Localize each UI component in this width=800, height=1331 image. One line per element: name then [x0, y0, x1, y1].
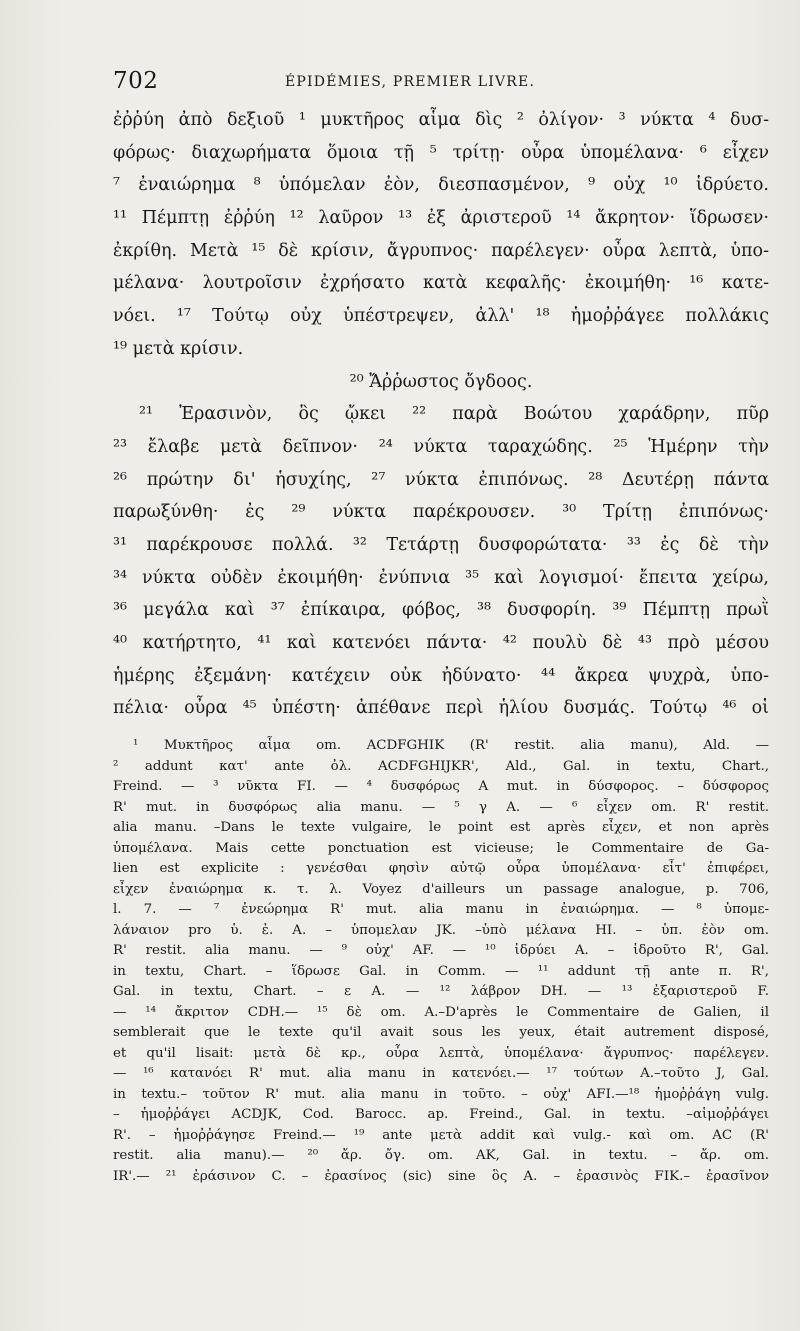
text-line: ¹⁹ μετὰ κρίσιν.: [113, 338, 244, 359]
footnote-line: IR'.— ²¹ ἐράσινον C. – ἐρασίνος (sic) sine ὃς A. – ἐρασινὸς FIK.– ἐρασῖνον: [113, 1168, 769, 1184]
footnote-line: semblerait que le texte qu'il avait sous les yeux, était autrement disposé,: [113, 1025, 769, 1040]
text-line: ²¹ Ἐρασινὸν, ὃς ᾤκει ²² παρὰ Βοώτου χαράδρην, πῦρ: [139, 404, 769, 425]
text-line: φόρως· διαχωρήματα ὅμοια τῇ ⁵ τρίτῃ· οὖρα ὑπομέλανα· ⁶ εἶχεν: [113, 142, 769, 163]
text-line: νόει. ¹⁷ Τούτῳ οὐχ ὑπέστρεψεν, ἀλλ' ¹⁸ ἡμοῤῥάγεε πολλάκις: [113, 306, 769, 327]
footnote-line: in textu, Chart. – ἵδρωσε Gal. in Comm. — ¹¹ addunt τῇ ante π. R',: [113, 963, 769, 979]
footnote-line: in textu.– τοῦτον R' mut. alia manu in τοῦτο. – οὐχ' AFI.—¹⁸ ἡμοῤῥάγη vulg.: [113, 1086, 769, 1102]
text-line: ²³ ἔλαβε μετὰ δεῖπνον· ²⁴ νύκτα ταραχώδης. ²⁵ Ἡμέρην τὴν: [113, 436, 769, 457]
text-line: πέλια· οὖρα ⁴⁵ ὑπέστη· ἀπέθανε περὶ ἡλίου δυσμάς. Τούτῳ ⁴⁶ οἱ: [113, 698, 769, 719]
footnote-line: R'. – ἡμοῤῥάγησε Freind.— ¹⁹ ante μετὰ addit καὶ vulg.- καὶ om. AC (R': [113, 1127, 769, 1143]
footnote-line: alia manu. –Dans le texte vulgaire, le point est après εἶχεν, et non après: [113, 820, 769, 835]
footnote-line: R' mut. in δυσφόρως alia manu. — ⁵ γ A. — ⁶ εἶχεν om. R' restit.: [113, 799, 769, 815]
text-line: ³⁶ μεγάλα καὶ ³⁷ ἐπίκαιρα, φόβος, ³⁸ δυσφορίη. ³⁹ Πέμπτῃ πρωῒ: [113, 600, 769, 621]
text-line: ³¹ παρέκρουσε πολλά. ³² Τετάρτῃ δυσφορώτατα· ³³ ἐς δὲ τὴν: [113, 534, 769, 555]
page-number: 702: [113, 68, 159, 94]
text-line: ¹¹ Πέμπτῃ ἐῤῥύη ¹² λαῦρον ¹³ ἐξ ἀριστεροῦ ¹⁴ ἄκρητον· ἵδρωσεν·: [113, 208, 769, 229]
footnote-line: ὑπομέλανα. Mais cette ponctuation est vicieuse; le Commentaire de Ga-: [113, 840, 769, 856]
footnote-line: ¹ Μυκτῆρος αἷμα om. ACDFGHIK (R' restit. alia manu), Ald. —: [133, 738, 769, 753]
text-line: ἐῤῥύη ἀπὸ δεξιοῦ ¹ μυκτῆρος αἷμα δὶς ² ὀλίγον· ³ νύκτα ⁴ δυσ-: [113, 110, 769, 130]
text-line: ἐκρίθη. Μετὰ ¹⁵ δὲ κρίσιν, ἄγρυπνος· παρέλεγεν· οὖρα λεπτὰ, ὑπο-: [113, 240, 769, 261]
footnote-line: ² addunt κατ' ante ὀλ. ACDFGHIJKR', Ald., Gal. in textu, Chart.,: [113, 758, 769, 774]
text-line: παρωξύνθη· ἐς ²⁹ νύκτα παρέκρουσεν. ³⁰ Τρίτῃ ἐπιπόνως·: [113, 502, 769, 523]
text-line: ⁷ ἐναιώρημα ⁸ ὑπόμελαν ἐὸν, διεσπασμένον, ⁹ οὐχ ¹⁰ ἱδρύετο.: [113, 175, 769, 196]
footnote-line: Freind. — ³ νῦκτα FI. — ⁴ δυσφόρως A mut. in δύσφορος. – δύσφορος: [113, 779, 769, 794]
footnote-line: λάναιον pro ὑ. ἐ. A. – ὑπομελαν JK. –ὑπὸ μέλανα HI. – ὑπ. ἐὸν om.: [113, 922, 769, 938]
text-line: ἡμέρης ἐξεμάνη· κατέχειν οὐκ ἠδύνατο· ⁴⁴ ἄκρεα ψυχρὰ, ὑπο-: [113, 665, 769, 686]
footnote-line: – ἡμοῤῥάγει ACDJK, Cod. Barocc. ap. Freind., Gal. in textu. –αἱμοῤῥάγει: [113, 1107, 769, 1122]
text-line: μέλανα· λουτροῖσιν ἐχρήσατο κατὰ κεφαλῆς· ἐκοιμήθη· ¹⁶ κατε-: [113, 273, 769, 294]
running-head: ÉPIDÉMIES, PREMIER LIVRE.: [285, 74, 536, 90]
text-line: ³⁴ νύκτα οὐδὲν ἐκοιμήθη· ἐνύπνια ³⁵ καὶ λογισμοί· ἔπειτα χείρω,: [113, 567, 769, 588]
footnotes: [113, 736, 769, 1187]
footnote-line: Gal. in textu, Chart. – ε A. — ¹² λάβρον DH. — ¹³ ἐξαριστεροῦ F.: [113, 984, 769, 999]
footnote-line: l. 7. — ⁷ ἐνεώρημα R' mut. alia manu in ἐναιώρημα. — ⁸ ὑπομε-: [113, 902, 769, 917]
footnote-line: — ¹⁶ κατανόει R' mut. alia manu in κατενόει.— ¹⁷ τούτων A.–τοῦτο J, Gal.: [113, 1066, 769, 1081]
section-heading: ²⁰ Ἄῤῥωστος ὄγδοος.: [349, 371, 533, 392]
footnote-line: restit. alia manu).— ²⁰ ἄρ. ὄγ. om. AK, Gal. in textu. – ἄρ. om.: [113, 1148, 769, 1163]
footnote-line: et qu'il lisait: μετὰ δὲ κρ., οὖρα λεπτὰ, ὑπομέλανα· ἄγρυπνος· παρέλεγεν.: [113, 1045, 769, 1061]
footnote-line: R' restit. alia manu. — ⁹ οὐχ' AF. — ¹⁰ ἱδρύει A. – ἱδροῦτο R', Gal.: [113, 943, 769, 958]
text-line: ²⁶ πρώτην δι' ἡσυχίης, ²⁷ νύκτα ἐπιπόνως. ²⁸ Δευτέρῃ πάντα: [113, 469, 769, 490]
footnote-line: εἶχεν ἐναιώρημα κ. τ. λ. Voyez d'ailleurs un passage analogue, p. 706,: [113, 881, 769, 897]
footnote-line: — ¹⁴ ἄκριτον CDH.— ¹⁵ δὲ om. A.–D'après le Commentaire de Galien, il: [113, 1004, 769, 1020]
main-text: [113, 104, 769, 725]
page-header: [113, 64, 765, 104]
footnote-line: lien est explicite : γενέσθαι φησὶν αὐτῷ οὖρα ὑπομέλανα· εἶτ' ἐπιφέρει,: [113, 861, 769, 876]
text-line: ⁴⁰ κατήρτητο, ⁴¹ καὶ κατενόει πάντα· ⁴² πουλὺ δὲ ⁴³ πρὸ μέσου: [113, 633, 769, 653]
